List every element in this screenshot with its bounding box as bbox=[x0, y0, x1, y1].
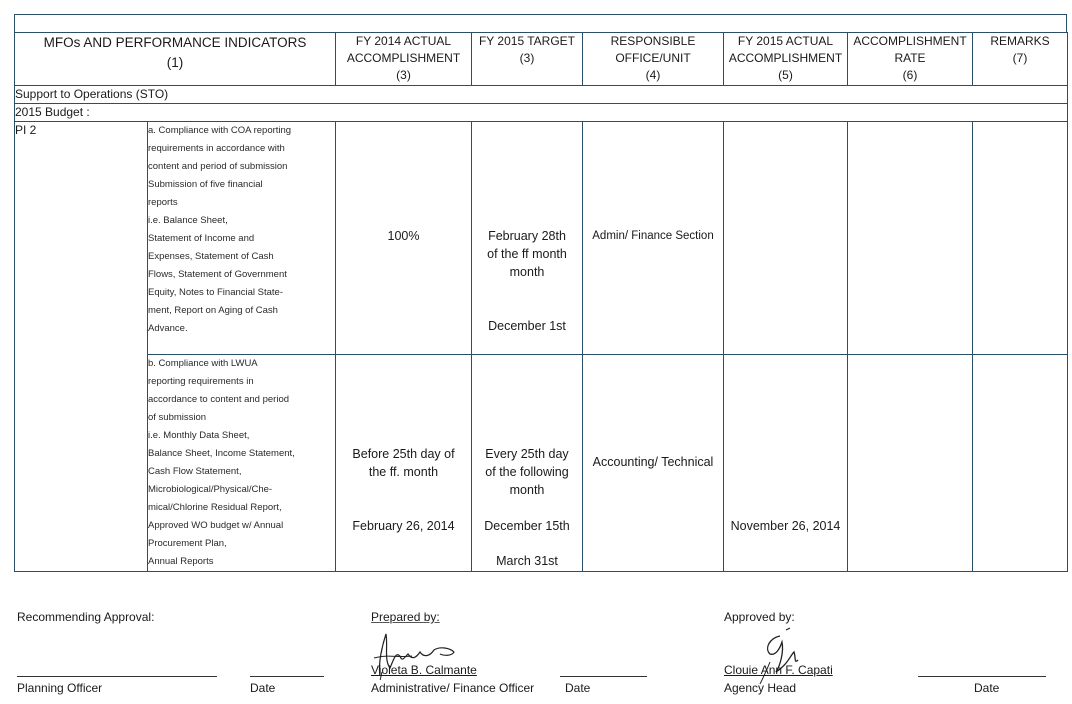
prepared-by-label: Prepared by: bbox=[371, 610, 440, 624]
rate-cell-a bbox=[848, 122, 973, 355]
header-fy2015: FY 2015 ACTUAL ACCOMPLISHMENT (5) bbox=[724, 33, 848, 86]
header-mfo: MFOs AND PERFORMANCE INDICATORS (1) bbox=[15, 33, 336, 86]
signature-footer bbox=[0, 600, 1072, 704]
fy2015-cell-a bbox=[724, 122, 848, 355]
approver-title: Agency Head bbox=[724, 681, 797, 695]
header-target: FY 2015 TARGET (3) bbox=[472, 33, 583, 86]
section-row bbox=[15, 86, 1068, 104]
section-title: Support to Operations (STO) bbox=[15, 86, 1068, 104]
date-label-3: Date bbox=[974, 681, 1000, 695]
header-rate: ACCOMPLISHMENT RATE (6) bbox=[848, 33, 973, 86]
target-cell-a: February 28th of the ff month month December 1st bbox=[472, 122, 583, 355]
office-cell-b: Accounting/ Technical bbox=[583, 355, 724, 572]
fy2014-cell-b: Before 25th day of the ff. month February 26, 2014 bbox=[336, 355, 472, 572]
rate-cell-b bbox=[848, 355, 973, 572]
budget-label: 2015 Budget : bbox=[15, 104, 1068, 122]
performance-table bbox=[14, 32, 1068, 572]
pi-label: PI 2 bbox=[15, 122, 148, 572]
header-row bbox=[15, 33, 1068, 86]
planning-officer-signature-line bbox=[17, 676, 217, 677]
preparer-title: Administrative/ Finance Officer bbox=[371, 681, 535, 695]
fy2015-cell-b: November 26, 2014 bbox=[724, 355, 848, 572]
target-cell-b: Every 25th day of the following month December 15th March 31st bbox=[472, 355, 583, 572]
top-blank-row bbox=[14, 14, 1067, 32]
indicator-b-description: b. Compliance with LWUA reporting requirements in accordance to content and period of submission i.e. Monthly Data Sheet, Balance Sheet, Income Statement, Cash Flow Statement, Microbiological/Physical/Che- mical/Chlorine Residual Report, Approved WO budget w/ Annual Procurement Plan, Annual Reports bbox=[148, 355, 336, 572]
table-row bbox=[15, 122, 1068, 355]
table-row bbox=[15, 355, 1068, 572]
date-line-3 bbox=[918, 676, 1046, 677]
approved-by-label: Approved by: bbox=[724, 610, 795, 624]
fy2014-cell-a: 100% bbox=[336, 122, 472, 355]
planning-officer-label: Planning Officer bbox=[17, 681, 103, 695]
budget-row bbox=[15, 104, 1068, 122]
remarks-cell-a bbox=[973, 122, 1068, 355]
preparer-name: Violeta B. Calmante bbox=[371, 663, 477, 677]
office-cell-a: Admin/ Finance Section bbox=[583, 122, 724, 355]
header-fy2014: FY 2014 ACTUAL ACCOMPLISHMENT (3) bbox=[336, 33, 472, 86]
header-remarks: REMARKS (7) bbox=[973, 33, 1068, 86]
indicator-a-description: a. Compliance with COA reporting requirements in accordance with content and period of submission Submission of five financial reports i.e. Balance Sheet, Statement of Income and Expenses, Statement of Cash Flows, Statement of Government Equity, Notes to Financial State- ment, Report on Aging of Cash Advance. bbox=[148, 122, 336, 355]
date-label-2: Date bbox=[565, 681, 591, 695]
date-line-1 bbox=[250, 676, 324, 677]
report-sheet bbox=[14, 14, 1067, 572]
date-line-2 bbox=[560, 676, 647, 677]
date-label-1: Date bbox=[250, 681, 276, 695]
recommending-approval-label: Recommending Approval: bbox=[17, 610, 155, 624]
remarks-cell-b bbox=[973, 355, 1068, 572]
approver-name: Clouie Ann F. Capati bbox=[724, 663, 833, 677]
header-office: RESPONSIBLE OFFICE/UNIT (4) bbox=[583, 33, 724, 86]
